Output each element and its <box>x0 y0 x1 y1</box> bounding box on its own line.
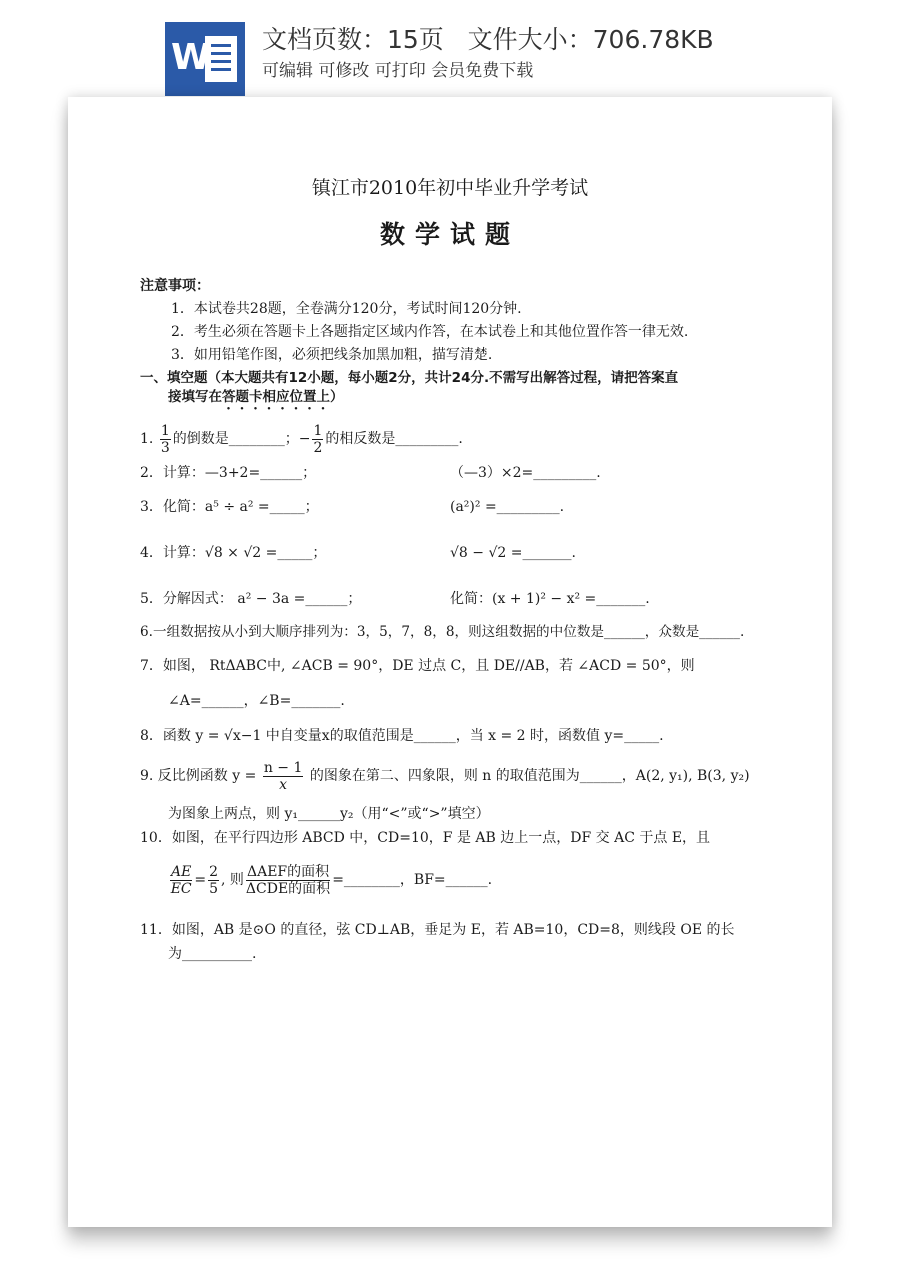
question-11a: 11．如图，AB 是⊙O 的直径，弦 CD⊥AB，垂足为 E，若 AB=10，CD=8，则线段 OE 的长 <box>140 922 735 938</box>
question-10b <box>168 860 492 900</box>
q1-f1-num: 1 <box>160 422 170 439</box>
question-6: 6.一组数据按从小到大顺序排列为：3，5，7，8，8，则这组数据的中位数是______，众数是______. <box>140 624 745 640</box>
document-info: 文档页数：15页 文件大小：706.78KB <box>262 25 714 54</box>
question-7a: 7．如图， RtΔABC中, ∠ACB = 90°，DE 过点 C，且 DE//AB，若 ∠ACD = 50°，则 <box>140 658 695 674</box>
notice-item-1: 1．本试卷共28题，全卷满分120分，考试时间120分钟. <box>171 301 522 317</box>
q10-eq: = <box>194 872 207 888</box>
q10-f3-num: ΔAEF的面积 <box>246 863 330 880</box>
question-4a: 4．计算：√8 × √2 =_____； <box>140 545 327 561</box>
question-4b: √8 − √2 =_______. <box>450 545 576 561</box>
q9-f-num: n − 1 <box>263 759 303 776</box>
section-heading-cont-a: 接填写在 <box>168 389 222 405</box>
q10-text-1: , 则 <box>221 872 244 888</box>
notice-item-3: 3．如用铅笔作图，必须把线条加黑加粗，描写清楚. <box>171 347 493 363</box>
question-7b: ∠A=______，∠B=_______. <box>168 693 345 709</box>
q10-fraction-2 <box>208 864 219 897</box>
question-8: 8．函数 y = √x−1 中自变量x的取值范围是______，当 x = 2 时，函数值 y=_____. <box>140 728 664 744</box>
section-heading-cont <box>168 388 344 413</box>
section-heading-cont-c: ） <box>330 389 344 405</box>
q10-f2-num: 2 <box>209 863 218 880</box>
document-page <box>68 97 832 1227</box>
section-heading: 一、填空题（本大题共有12小题，每小题2分，共计24分.不需写出解答过程，请把答案直 <box>140 370 679 386</box>
q1-f1-den: 3 <box>160 439 170 456</box>
question-1 <box>140 422 463 456</box>
q9-fraction <box>263 760 304 793</box>
question-3a: 3．化简：a⁵ ÷ a² =_____； <box>140 499 319 515</box>
word-document-icon <box>165 22 245 96</box>
q1-text-2: 的相反数是_________. <box>325 431 463 447</box>
q10-fraction-3 <box>246 864 330 897</box>
notice-item-2: 2．考生必须在答题卡上各题指定区域内作答，在本试卷上和其他位置作答一律无效. <box>171 324 689 340</box>
question-2b: （—3）×2=_________. <box>450 465 601 481</box>
section-heading-emphasis: 答题卡相应位置上 <box>222 389 330 405</box>
question-2a: 2．计算：—3+2=______； <box>140 465 317 481</box>
question-5b: 化简：(x + 1)² − x² =_______. <box>450 591 650 607</box>
question-3b: (a²)² =_________. <box>450 499 565 515</box>
exam-title: 镇江市2010年初中毕业升学考试 <box>311 177 589 199</box>
q10-f2-den: 5 <box>209 880 218 897</box>
exam-subject: 数学试题 <box>379 220 520 249</box>
q10-f1-num: AE <box>171 863 192 880</box>
question-9 <box>140 759 750 793</box>
question-11b: 为__________. <box>168 946 257 962</box>
q1-text-1: 的倒数是________；− <box>172 431 311 447</box>
question-5a: 5．分解因式： a² − 3a =______； <box>140 591 362 607</box>
notice-heading: 注意事项： <box>140 278 210 294</box>
q1-fraction-1 <box>160 423 171 456</box>
q1-f2-den: 2 <box>313 439 323 456</box>
q9-text-a: 9. 反比例函数 y = <box>140 768 257 784</box>
document-features: 可编辑 可修改 可打印 会员免费下载 <box>262 61 534 81</box>
q1-number: 1. <box>140 431 154 447</box>
q10-fraction-1 <box>170 864 192 897</box>
question-10a: 10．如图，在平行四边形 ABCD 中，CD=10，F 是 AB 边上一点，DF 交 AC 于点 E，且 <box>140 830 711 846</box>
download-header <box>0 0 900 96</box>
q1-fraction-2 <box>312 423 323 456</box>
q10-f3-den: ΔCDE的面积 <box>245 880 331 897</box>
question-9c: 为图象上两点，则 y₁______y₂（用“<”或“>”填空） <box>168 806 490 822</box>
q1-f2-num: 1 <box>313 422 323 439</box>
q9-text-b: 的图象在第二、四象限，则 n 的取值范围为______，A(2, y₁), B(3, y₂) <box>309 768 750 784</box>
q10-text-2: =________，BF=______. <box>332 872 493 888</box>
q9-f-den: x <box>279 776 288 793</box>
q10-f1-den: EC <box>170 880 192 897</box>
word-letter: W <box>171 37 211 78</box>
